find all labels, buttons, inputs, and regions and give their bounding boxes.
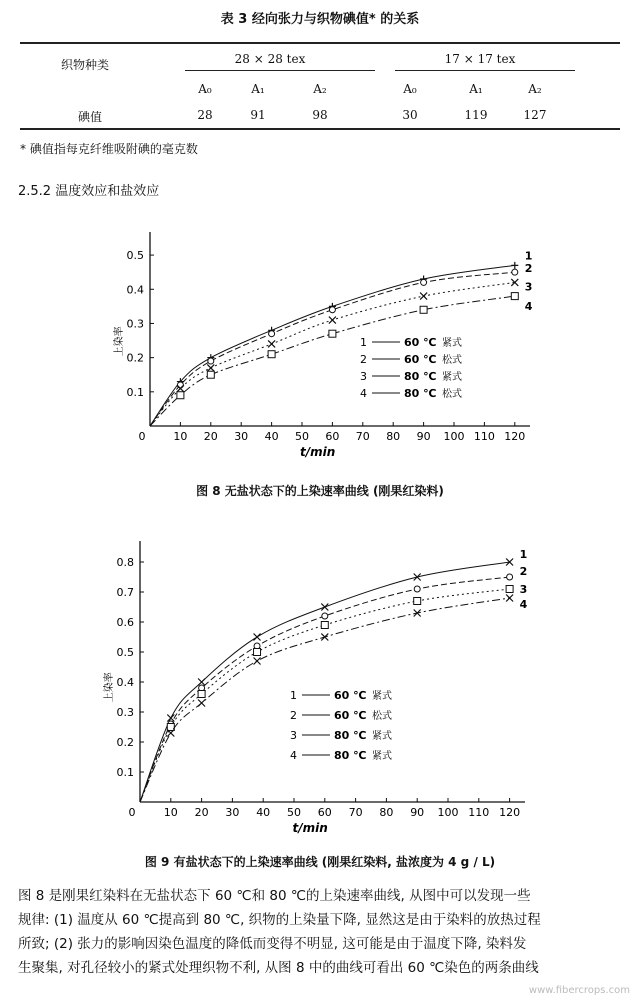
y-tick-label: 0.6: [116, 616, 134, 629]
legend-number: 2: [290, 709, 297, 722]
table-cell: 30: [402, 108, 418, 122]
data-point: [321, 604, 328, 611]
data-point: [207, 371, 214, 378]
legend-temp: 60 ℃: [334, 709, 367, 722]
data-point: [511, 262, 518, 269]
y-tick-label: 0.3: [116, 706, 134, 719]
y-axis-label: 上染率: [114, 326, 125, 357]
legend-temp: 60 ℃: [404, 353, 437, 366]
table-group-rule: [185, 70, 375, 71]
y-tick-label: 0.2: [116, 736, 134, 749]
legend-number: 4: [290, 749, 297, 762]
x-tick-label: 90: [416, 430, 431, 443]
y-tick-label: 0.1: [126, 385, 144, 399]
x-tick-label: 100: [437, 806, 459, 819]
legend-mode: 紧式: [372, 691, 392, 702]
legend-number: 1: [360, 336, 367, 349]
data-point: [198, 691, 205, 698]
section-heading: 2.5.2 温度效应和盐效应: [18, 184, 160, 199]
legend-mode: 松式: [442, 355, 462, 366]
x-tick-label: 60: [325, 430, 340, 443]
data-point: [198, 700, 205, 707]
legend-number: 1: [290, 689, 297, 702]
series-end-label: 1: [524, 249, 533, 263]
table-subheader: A₀: [403, 82, 417, 96]
table-footnote: * 碘值指每克纤维吸附碘的毫克数: [20, 142, 198, 156]
table-row-header: 织物种类: [60, 58, 109, 72]
data-point: [414, 586, 420, 592]
x-tick-label: 30: [234, 430, 249, 443]
data-point: [321, 634, 328, 641]
y-tick-label: 0.1: [116, 766, 134, 779]
data-point: [420, 306, 427, 313]
body-paragraph: [18, 884, 624, 980]
paragraph-line: 生聚集, 对孔径较小的紧式处理织物不利, 从图 8 中的曲线可看出 60 ℃染色的两条曲线: [18, 960, 539, 976]
legend-mode: 松式: [372, 711, 392, 722]
y-tick-label: 0.8: [116, 556, 134, 569]
data-point: [254, 658, 261, 665]
table-group-header: 17 × 17 tex: [444, 52, 516, 66]
series-end-label: 1: [519, 548, 528, 561]
legend-temp: 60 ℃: [404, 336, 437, 349]
table-row-label: 碘值: [77, 110, 102, 124]
table-cell: 98: [312, 108, 328, 122]
data-point: [329, 330, 336, 337]
x-tick-label: 120: [499, 806, 521, 819]
series-end-label: 4: [519, 598, 528, 611]
data-point: [167, 724, 174, 731]
data-point: [254, 649, 261, 656]
x-tick-label: 30: [225, 806, 240, 819]
legend-number: 2: [360, 353, 367, 366]
data-point: [414, 574, 421, 581]
x-tick-label: 80: [386, 430, 401, 443]
legend-temp: 80 ℃: [334, 729, 367, 742]
data-point: [167, 715, 174, 722]
y-tick-label: 0.3: [126, 317, 144, 331]
series-end-label: 3: [519, 583, 528, 596]
paragraph-line: 规律: (1) 温度从 60 ℃提高到 80 ℃, 织物的上染量下降, 显然这是由于染料的放热过程: [18, 912, 541, 928]
legend-mode: 紧式: [372, 751, 392, 762]
data-point: [268, 340, 275, 347]
legend-temp: 80 ℃: [334, 749, 367, 762]
table-subheader: A₂: [313, 82, 327, 96]
series-end-label: 4: [524, 300, 533, 314]
x-tick-label: 50: [295, 430, 309, 443]
data-point: [506, 586, 513, 593]
x-tick-label: 120: [504, 430, 526, 443]
x-tick-label: 80: [379, 806, 394, 819]
x-tick-label: 0: [138, 430, 146, 443]
table-title: 表 3 经向张力与织物碘值* 的关系: [220, 12, 420, 27]
data-point: [177, 392, 184, 399]
legend-mode: 松式: [442, 389, 462, 400]
table-subheader: A₂: [528, 82, 542, 96]
data-point: [507, 574, 513, 580]
x-tick-label: 110: [473, 430, 495, 443]
y-tick-label: 0.5: [126, 249, 144, 263]
x-tick-label: 20: [203, 430, 218, 443]
data-point: [329, 317, 336, 324]
x-tick-label: 10: [163, 806, 178, 819]
x-tick-label: 40: [264, 430, 279, 443]
figure9-caption: 图 9 有盐状态下的上染速率曲线 (刚果红染料, 盐浓度为 4 g / L): [144, 855, 496, 869]
x-tick-label: 50: [287, 806, 301, 819]
table-cell: 91: [250, 108, 266, 122]
legend-mode: 紧式: [442, 338, 462, 349]
data-point: [208, 358, 214, 364]
legend-temp: 80 ℃: [404, 387, 437, 400]
data-point: [511, 293, 518, 300]
legend-mode: 紧式: [442, 372, 462, 383]
data-point: [511, 279, 518, 286]
data-point: [269, 331, 275, 337]
data-point: [254, 634, 261, 641]
data-point: [321, 622, 328, 629]
figure8-caption: 图 8 无盐状态下的上染速率曲线 (刚果红染料): [196, 484, 444, 498]
x-axis-label: t/min: [292, 821, 328, 835]
data-point: [322, 613, 328, 619]
series-end-label: 3: [524, 280, 533, 294]
y-tick-label: 0.2: [126, 351, 144, 365]
x-tick-label: 70: [348, 806, 363, 819]
series-end-label: 2: [519, 565, 528, 578]
table-group-rule: [395, 70, 575, 71]
paragraph-line: 图 8 是刚果红染料在无盐状态下 60 ℃和 80 ℃的上染速率曲线, 从图中可以发现一些: [18, 888, 531, 904]
data-point: [421, 279, 427, 285]
legend-temp: 80 ℃: [404, 370, 437, 383]
table-cell: 127: [523, 108, 547, 122]
x-tick-label: 100: [443, 430, 465, 443]
data-point: [207, 364, 214, 371]
data-point: [420, 293, 427, 300]
legend-number: 4: [360, 387, 367, 400]
series-line: [150, 272, 515, 426]
series-line: [140, 562, 510, 802]
data-point: [198, 679, 205, 686]
watermark: www.fibercrops.com: [528, 985, 630, 996]
series-line: [140, 577, 510, 802]
legend-temp: 60 ℃: [334, 689, 367, 702]
figure8-chart: [95, 220, 535, 470]
y-tick-label: 0.4: [126, 283, 144, 297]
x-tick-label: 70: [355, 430, 370, 443]
paragraph-line: 所致; (2) 张力的影响因染色温度的降低而变得不明显, 这可能是由于温度下降, 染料发: [18, 936, 527, 952]
table-subheader: A₁: [251, 82, 265, 96]
table-bottom-rule: [20, 128, 620, 130]
data-point: [512, 269, 518, 275]
x-axis-label: t/min: [300, 445, 336, 459]
figure9-chart: [95, 535, 535, 840]
y-tick-label: 0.7: [116, 586, 134, 599]
y-tick-label: 0.4: [116, 676, 134, 689]
y-tick-label: 0.5: [116, 646, 134, 659]
table-group-header: 28 × 28 tex: [234, 52, 306, 66]
legend-number: 3: [290, 729, 297, 742]
table-subheader: A₀: [198, 82, 212, 96]
x-tick-label: 10: [173, 430, 188, 443]
x-tick-label: 40: [256, 806, 271, 819]
table-cell: 28: [197, 108, 213, 122]
data-point: [506, 595, 513, 602]
table-subheader: A₁: [469, 82, 483, 96]
series-end-label: 2: [524, 262, 533, 276]
x-tick-label: 110: [468, 806, 490, 819]
x-tick-label: 0: [128, 806, 136, 819]
data-point: [414, 598, 421, 605]
data-point: [329, 307, 335, 313]
table-cell: 119: [464, 108, 488, 122]
x-tick-label: 90: [410, 806, 425, 819]
x-tick-label: 60: [317, 806, 332, 819]
legend-mode: 紧式: [372, 731, 392, 742]
table-top-rule: [20, 42, 620, 44]
y-axis-label: 上染率: [104, 672, 115, 703]
legend-number: 3: [360, 370, 367, 383]
data-point: [268, 351, 275, 358]
x-tick-label: 20: [194, 806, 209, 819]
